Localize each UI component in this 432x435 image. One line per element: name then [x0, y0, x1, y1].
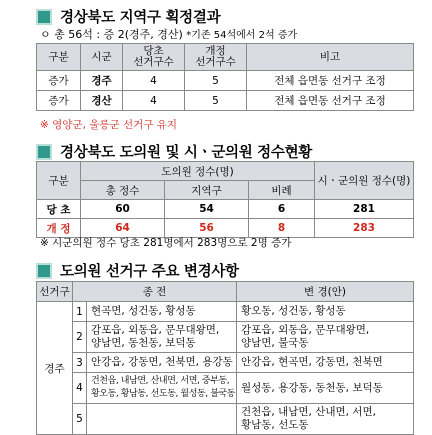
table-cell: 56	[165, 219, 249, 238]
table-cell: 64	[81, 219, 165, 238]
table-cell: 54	[165, 200, 249, 219]
table-cell: 6	[249, 200, 315, 219]
header-cell: 시ㆍ군의원 정수(명)	[315, 162, 414, 200]
row-number: 5	[73, 404, 87, 435]
bullet-square-icon	[36, 9, 52, 25]
table-cell: 경주	[81, 71, 123, 91]
header-cell: 시군	[81, 44, 123, 71]
table-cell: 전체 읍면동 선거구 조정	[247, 91, 414, 111]
header-cell: 선거구	[37, 282, 73, 302]
header-cell: 구분	[37, 44, 81, 71]
summary-text: ㅇ 총 56석 : 증 2(경주, 경산)	[40, 28, 187, 41]
after-cell: 건천읍, 내남면, 산내면, 서면, 황남동, 선도동	[237, 404, 414, 435]
table-row	[37, 302, 414, 322]
table-row	[37, 404, 414, 435]
section-title: 도의원 선거구 주요 변경사항	[60, 264, 239, 280]
section-heading-seats	[36, 141, 312, 162]
table-header-row	[37, 44, 414, 71]
footnote: ※ 시군의원 정수 당초 281명에서 283명으로 2명 증가	[40, 237, 292, 249]
table-row	[37, 91, 414, 111]
table-cell: 당 초	[37, 200, 81, 219]
header-cell: 개정 선거구수	[185, 44, 247, 71]
row-number: 4	[73, 373, 87, 404]
table-header-row	[37, 282, 414, 302]
section-heading-changes	[36, 260, 239, 281]
table-cell: 전체 읍면동 선거구 조정	[247, 71, 414, 91]
table-cell: 5	[185, 71, 247, 91]
before-cell	[87, 404, 237, 435]
section-title: 경상북도 지역구 획정결과	[60, 10, 221, 26]
header-cell: 구분	[37, 162, 81, 200]
district-result-table	[36, 43, 414, 111]
table-header-row	[37, 162, 414, 181]
table-cell: 개 정	[37, 219, 81, 238]
before-cell: 현곡면, 성건동, 황성동	[87, 302, 237, 322]
header-cell: 비고	[247, 44, 414, 71]
table-cell: 8	[249, 219, 315, 238]
table-cell: 증가	[37, 71, 81, 91]
row-number: 3	[73, 353, 87, 373]
table-row	[37, 71, 414, 91]
header-cell: 지역구	[165, 181, 249, 200]
bullet-square-icon	[36, 263, 52, 279]
before-cell: 건천읍, 내남면, 산내면, 서면, 중부동, 황오동, 황남동, 선도동, 월성동, 불국동	[87, 373, 237, 404]
table-row	[37, 200, 414, 219]
before-cell: 감포읍, 외동읍, 문무대왕면, 양남면, 동천동, 보덕동	[87, 322, 237, 353]
section-title: 경상북도 도의원 및 시ㆍ군의원 정수현황	[60, 145, 313, 161]
header-cell: 종 전	[73, 282, 237, 302]
header-cell: 총 정수	[81, 181, 165, 200]
constituency-change-table	[36, 281, 414, 435]
summary-note: *기존 54석에서 2석 증가	[186, 30, 298, 41]
row-number: 1	[73, 302, 87, 322]
header-cell: 당초 선거구수	[123, 44, 185, 71]
summary-line	[40, 26, 297, 42]
table-cell: 283	[315, 219, 414, 238]
seat-count-table	[36, 161, 414, 238]
after-cell: 월성동, 용강동, 동천동, 보덕동	[237, 373, 414, 404]
table-row	[37, 373, 414, 404]
table-cell: 5	[185, 91, 247, 111]
after-cell: 안강읍, 현곡면, 강동면, 천북면	[237, 353, 414, 373]
header-cell: 변 경(안)	[237, 282, 414, 302]
table-cell: 증가	[37, 91, 81, 111]
after-cell: 감포읍, 외동읍, 문무대왕면, 양남면, 불국동	[237, 322, 414, 353]
table-cell: 60	[81, 200, 165, 219]
after-cell: 황오동, 성건동, 황성동	[237, 302, 414, 322]
table-cell: 4	[123, 71, 185, 91]
footnote: ※ 영양군, 울릉군 선거구 유지	[40, 119, 178, 131]
row-number: 2	[73, 322, 87, 353]
section-heading-district	[36, 6, 220, 27]
header-cell: 도의원 정수(명)	[81, 162, 315, 181]
header-cell: 비례	[249, 181, 315, 200]
table-cell: 4	[123, 91, 185, 111]
table-row	[37, 353, 414, 373]
bullet-square-icon	[36, 144, 52, 160]
table-cell: 경산	[81, 91, 123, 111]
table-cell: 281	[315, 200, 414, 219]
before-cell: 안강읍, 강동면, 천북면, 용강동	[87, 353, 237, 373]
table-row	[37, 322, 414, 353]
city-cell: 경주	[37, 302, 73, 435]
